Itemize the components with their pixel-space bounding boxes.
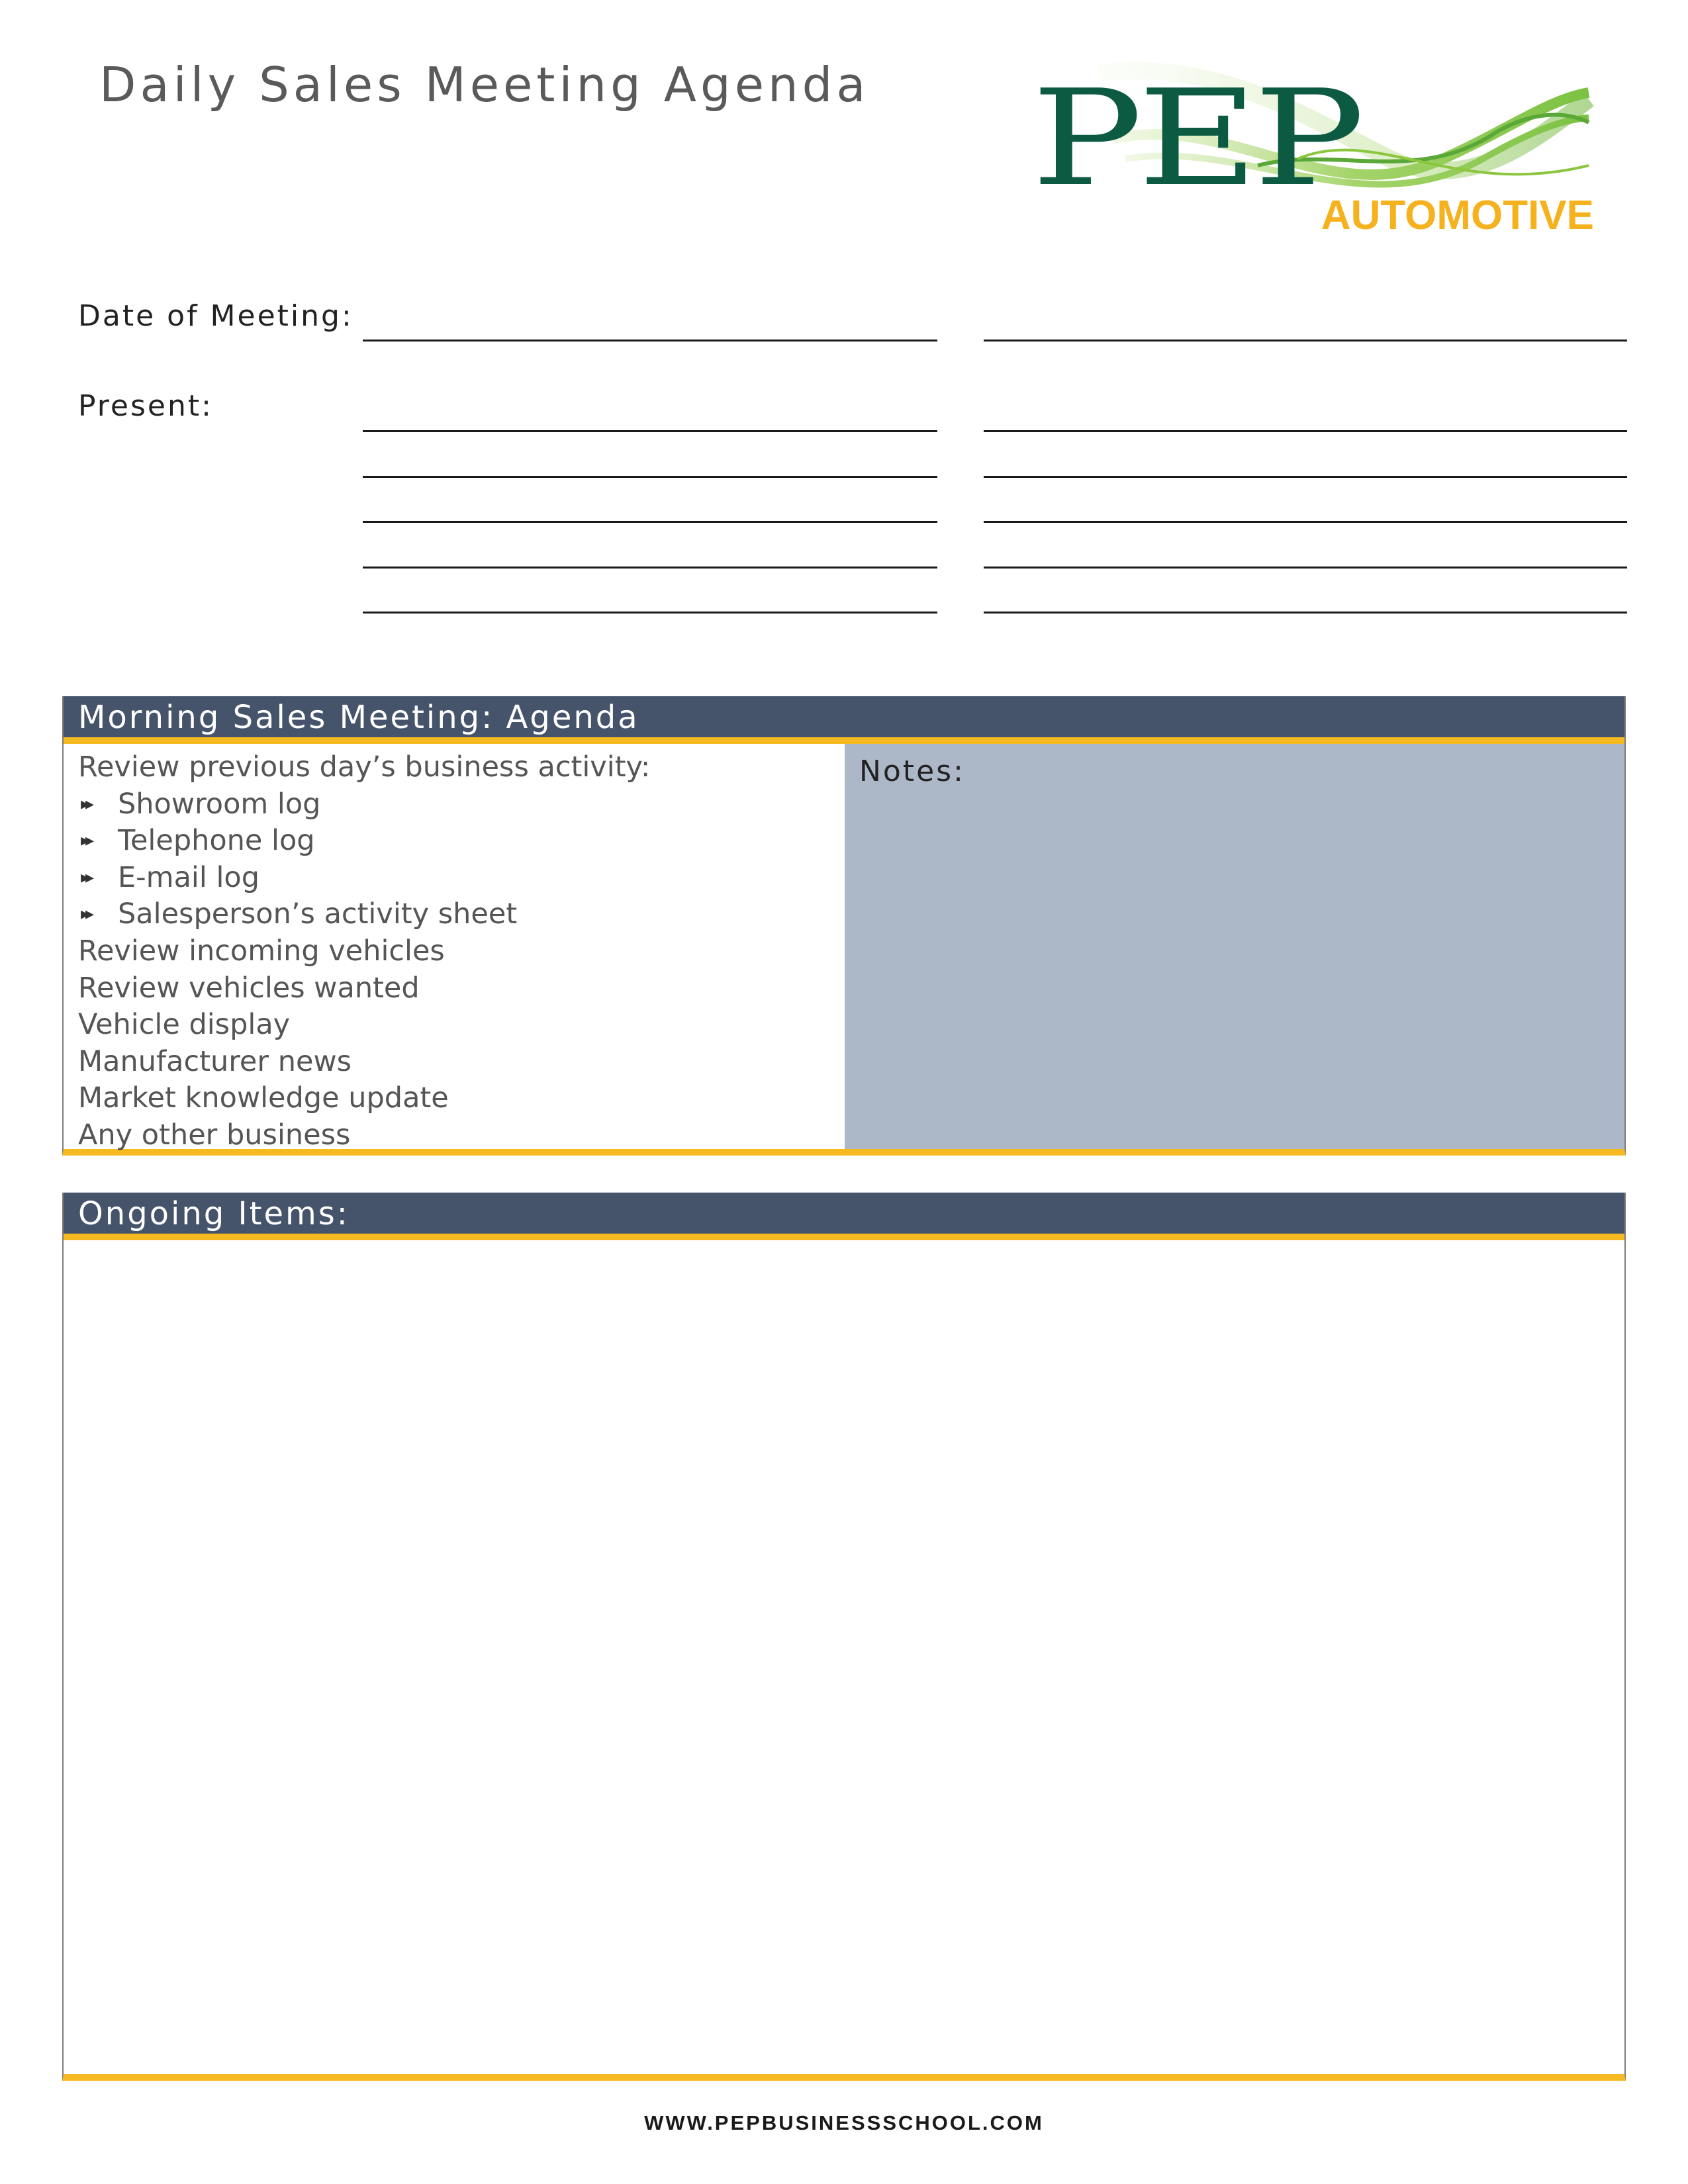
agenda-item-text: Review incoming vehicles — [78, 934, 445, 968]
ongoing-items-header: Ongoing Items: — [64, 1193, 1624, 1240]
double-chevron-right-icon: ▸▸ — [81, 867, 91, 887]
present-entry-line[interactable] — [363, 476, 937, 478]
present-entry-line[interactable] — [363, 521, 937, 523]
ongoing-items-section — [62, 1193, 1626, 2081]
present-entry-line[interactable] — [984, 612, 1627, 614]
agenda-item-text: Review vehicles wanted — [78, 971, 420, 1005]
agenda-item-text: Telephone log — [118, 824, 315, 858]
agenda-section-header: Morning Sales Meeting: Agenda — [64, 696, 1624, 744]
double-chevron-right-icon: ▸▸ — [81, 904, 91, 925]
agenda-item-text: Any other business — [78, 1118, 351, 1152]
present-entry-line[interactable] — [363, 612, 937, 614]
agenda-sub-item — [78, 860, 650, 897]
agenda-item-text: Salesperson’s activity sheet — [118, 897, 518, 931]
agenda-item — [78, 1117, 650, 1154]
present-entry-line[interactable] — [984, 521, 1627, 523]
present-entry-line[interactable] — [984, 567, 1627, 569]
agenda-item-text: Vehicle display — [78, 1008, 291, 1042]
present-entry-line[interactable] — [984, 430, 1627, 432]
agenda-item — [78, 1044, 650, 1081]
present-entry-line[interactable] — [363, 567, 937, 569]
double-chevron-right-icon: ▸▸ — [81, 831, 91, 851]
agenda-list-panel — [64, 744, 845, 1152]
agenda-item — [78, 1080, 650, 1117]
agenda-section — [62, 696, 1626, 1156]
present-label: Present: — [78, 389, 213, 423]
date-of-meeting-label: Date of Meeting: — [78, 299, 353, 333]
agenda-item — [78, 970, 650, 1007]
pep-automotive-logo — [1019, 60, 1615, 245]
logo-brand-text: PEP — [1031, 62, 1360, 216]
notes-panel[interactable] — [845, 744, 1624, 1149]
agenda-item-text: Manufacturer news — [78, 1044, 352, 1078]
agenda-sub-item — [78, 786, 650, 823]
page-title: Daily Sales Meeting Agenda — [99, 57, 870, 113]
agenda-item — [78, 1007, 650, 1044]
agenda-item-text: Market knowledge update — [78, 1081, 449, 1115]
agenda-sub-item — [78, 823, 650, 860]
double-chevron-right-icon: ▸▸ — [81, 794, 91, 814]
logo-subtitle: AUTOMOTIVE — [1321, 193, 1594, 238]
agenda-item-text: Showroom log — [118, 787, 321, 821]
date-entry-line-right[interactable] — [984, 340, 1627, 341]
agenda-list — [78, 749, 650, 1154]
agenda-item — [78, 933, 650, 970]
present-entry-line[interactable] — [984, 476, 1627, 478]
agenda-item-text: Review previous day’s business activity: — [78, 751, 651, 784]
agenda-item-text: E-mail log — [118, 860, 260, 894]
agenda-item — [78, 749, 650, 786]
footer-website-url: WWW.PEPBUSINESSSCHOOL.COM — [644, 2111, 1044, 2134]
notes-label: Notes: — [859, 754, 965, 788]
agenda-body — [64, 744, 1624, 1152]
date-entry-line-left[interactable] — [363, 340, 937, 341]
ongoing-items-area[interactable] — [64, 1240, 1624, 2074]
present-entry-line[interactable] — [363, 430, 937, 432]
agenda-sub-item — [78, 896, 650, 933]
